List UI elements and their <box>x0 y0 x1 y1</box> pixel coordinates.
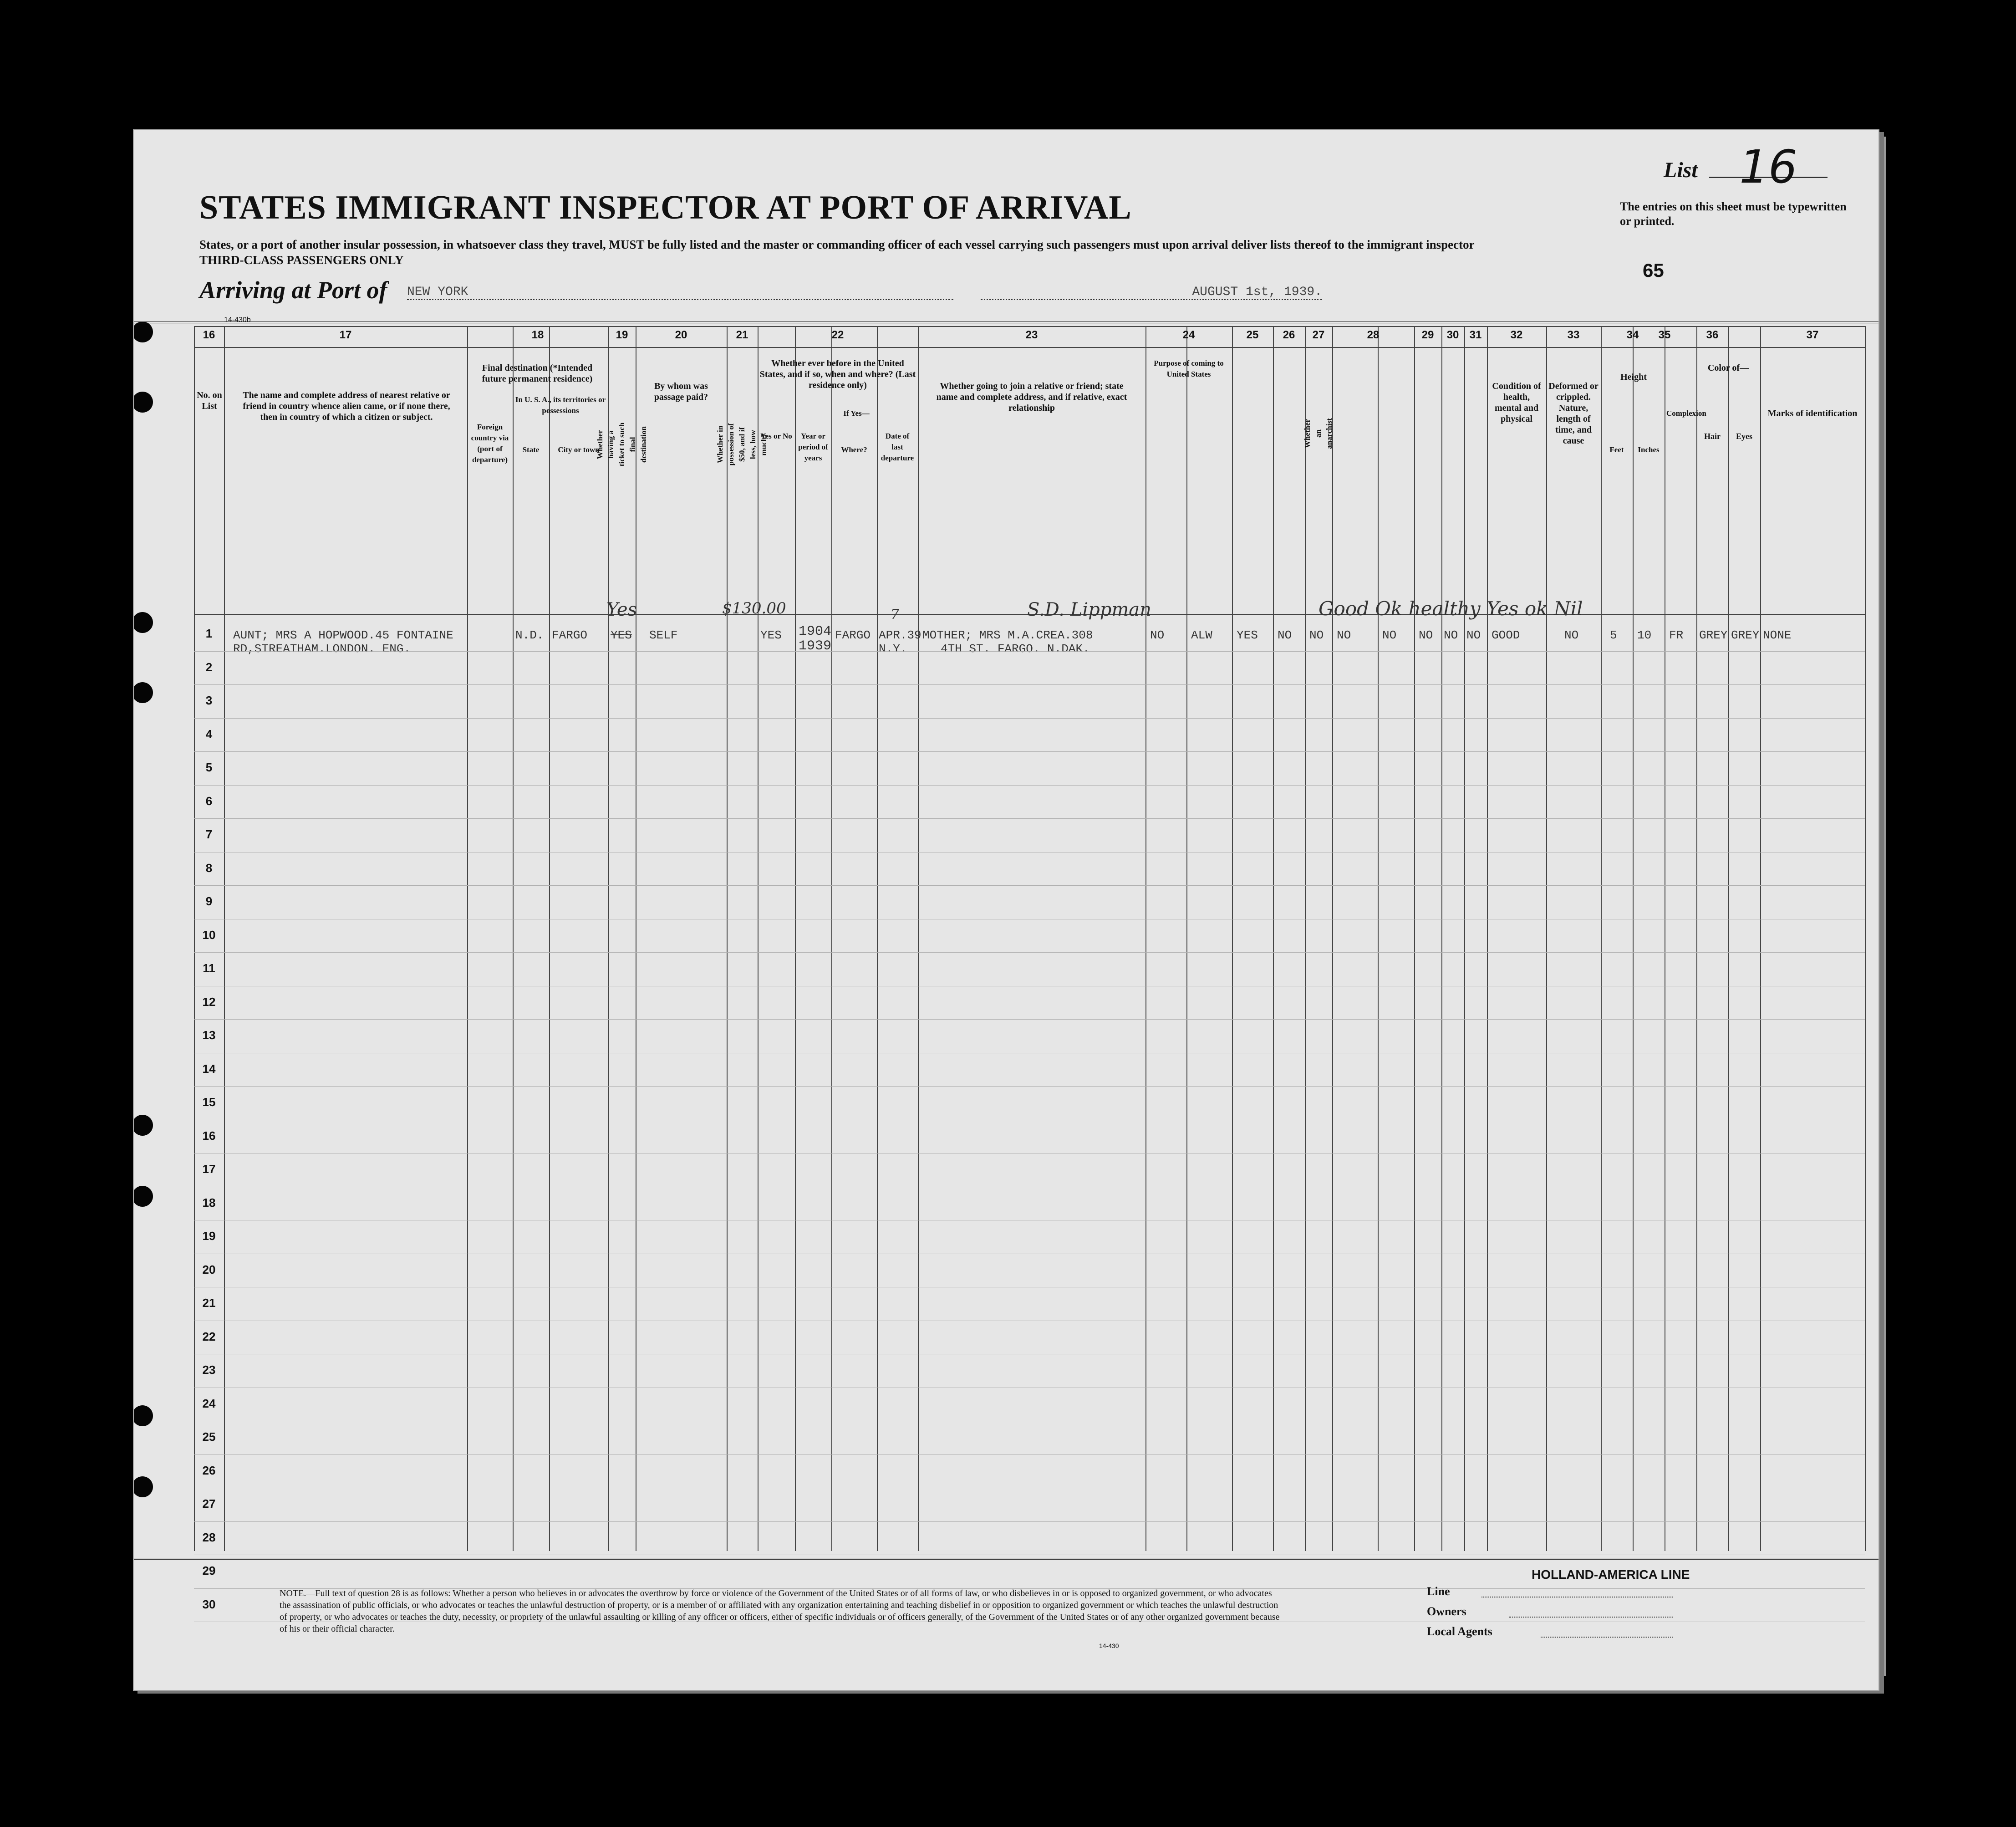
marks-cell: NONE <box>1763 628 1792 642</box>
row-rule <box>194 751 1865 752</box>
relative-address-1: AUNT; MRS A HOPWOOD.45 FONTAINE <box>233 628 453 642</box>
row-rule <box>194 885 1865 886</box>
before-yes: YES <box>760 628 782 642</box>
passage-paid: SELF <box>649 628 678 642</box>
row-number: 19 <box>202 1229 216 1243</box>
ticket-handwritten: Yes <box>606 599 637 620</box>
row-number: 13 <box>202 1028 216 1042</box>
money-handwritten: $130.00 <box>722 599 786 618</box>
col-head-relative: The name and complete address of nearest relative or friend in country whence alien came, or if none there, then in country of which a citizen or subject. <box>243 390 450 422</box>
col30: NO <box>1444 628 1458 642</box>
col-head-where: Where? <box>841 445 867 454</box>
col25: YES <box>1237 628 1258 642</box>
punch-hole <box>133 682 153 703</box>
row-rule <box>194 718 1865 719</box>
punch-hole <box>133 322 153 342</box>
arriving-label: Arriving at Port of <box>199 276 387 304</box>
col-head-eyes: Eyes <box>1736 432 1752 441</box>
line-field <box>1481 1583 1673 1597</box>
col-head-anarchist: Whether an anarchist <box>1303 418 1334 449</box>
col-head-years: Year or period of years <box>798 432 828 462</box>
col-head-if-yes: If Yes— <box>843 409 870 418</box>
relative-address-2: RD,STREATHAM.LONDON. ENG. <box>233 642 411 656</box>
dest-city: FARGO <box>552 628 588 642</box>
ticket-typed: YES <box>611 628 632 642</box>
col-head-hair: Hair <box>1704 432 1721 441</box>
col-num: 29 <box>1421 329 1434 341</box>
row-number: 30 <box>202 1597 216 1611</box>
col-head-complexion: Complexion <box>1666 409 1706 418</box>
row-number: 22 <box>202 1329 216 1343</box>
col27: NO <box>1309 628 1324 642</box>
row-number: 2 <box>205 660 213 674</box>
agents-field <box>1541 1623 1673 1638</box>
eyes-cell: GREY <box>1731 628 1760 642</box>
col-head-date: Date of last departure <box>881 432 914 462</box>
row-number: 14 <box>202 1061 216 1076</box>
col-head-height: Height <box>1620 372 1647 382</box>
owners-label: Owners <box>1427 1605 1466 1618</box>
col-num: 36 <box>1706 329 1719 341</box>
question-28-note: NOTE.—Full text of question 28 is as follows: Whether a person who believes in or advocates the overthrow by force or violence of the Government of the United States or of all forms of law, or who disbelieves in or is opposed to organized government, or who advocates the assassination of public officials, or who advocates or teaches the unlawful destruction of property, or is a member of or affiliated with any organization entertaining and teaching disbelief in or opposition to organized government or which teaches the unlawful destruction of property, or who advocates or teaches the duty, necessity, or propriety of the unlawful assaulting or killing of any officer or officers, either of specific individuals or of officers generally, of the Government of the United States or of any other organized government because of his or their official character. <box>280 1588 1280 1634</box>
col-head-usa: In U. S. A., its territories or possessions <box>515 395 606 415</box>
years-1: 1904 <box>799 624 832 639</box>
col-num: 27 <box>1312 329 1325 341</box>
punch-hole <box>133 612 153 633</box>
col-head-passage: By whom was passage paid? <box>654 381 708 402</box>
col-num: 35 <box>1658 329 1671 341</box>
row-number: 7 <box>205 827 213 841</box>
row-number: 24 <box>202 1396 216 1410</box>
agents-label: Local Agents <box>1427 1625 1492 1638</box>
col-head-yes-no: Yes or No <box>760 432 792 440</box>
manifest-sheet <box>133 129 1879 1691</box>
col-head-deformed: Deformed or crippled. Nature, length of time, and cause <box>1548 381 1599 446</box>
row-number: 28 <box>202 1530 216 1544</box>
col26: NO <box>1278 628 1292 642</box>
join-relative-1: MOTHER; MRS M.A.CREA.308 <box>922 628 1093 642</box>
col28a: NO <box>1337 628 1351 642</box>
footer-form-code: 14-430 <box>1099 1642 1119 1649</box>
health-cell: GOOD <box>1492 628 1520 642</box>
table-rule <box>194 347 1865 348</box>
col-num: 21 <box>736 329 748 341</box>
col24b: ALW <box>1191 628 1212 642</box>
port-field: NEW YORK <box>407 285 953 300</box>
height-feet: 5 <box>1610 628 1617 642</box>
col-head-before: Whether ever before in the United States, and if so, when and where? (Last residence only) <box>759 358 916 390</box>
col-head-destination: Final destination (*Intended future permanent residence) <box>482 363 593 384</box>
years-2: 1939 <box>799 638 832 654</box>
col-num: 31 <box>1469 329 1482 341</box>
row-number: 11 <box>203 961 215 975</box>
col-head-no: No. on List <box>197 390 222 411</box>
col-head-purpose: Purpose of coming to United States <box>1154 359 1224 378</box>
row-rule <box>194 684 1865 685</box>
departure-date: APR.39 <box>879 628 921 642</box>
col-num: 25 <box>1246 329 1259 341</box>
punch-hole <box>133 1115 153 1136</box>
date-field: AUGUST 1st, 1939. <box>981 285 1322 300</box>
row-rule <box>194 785 1865 786</box>
line-label: Line <box>1427 1585 1450 1598</box>
row-number: 6 <box>205 794 213 808</box>
col-num: 37 <box>1806 329 1819 341</box>
sheet-edge <box>1879 137 1886 1676</box>
col-num: 17 <box>339 329 352 341</box>
inspector-handwritten: Good Ok healthy Yes ok Nil <box>1319 597 1583 620</box>
punch-hole <box>133 1186 153 1207</box>
hair-cell: GREY <box>1699 628 1728 642</box>
row-number: 20 <box>202 1262 216 1276</box>
row-number: 26 <box>202 1463 216 1477</box>
row-number: 29 <box>202 1564 216 1577</box>
row-number: 18 <box>202 1195 216 1209</box>
row-number: 16 <box>202 1128 216 1143</box>
list-label: List <box>1664 158 1698 182</box>
col-num: 16 <box>203 329 215 341</box>
row-rule <box>194 1019 1865 1020</box>
row-rule <box>194 818 1865 819</box>
col-head-color: Color of— <box>1707 363 1749 373</box>
deformed-cell: NO <box>1564 628 1579 642</box>
owners-field <box>1509 1603 1673 1618</box>
complexion-cell: FR <box>1669 628 1684 642</box>
date-handwritten: 7 <box>891 607 900 623</box>
row-rule <box>194 651 1865 652</box>
row-number: 12 <box>202 995 216 1009</box>
row-number: 3 <box>205 694 213 707</box>
row-rule <box>194 1521 1865 1522</box>
row-rule <box>194 1454 1865 1455</box>
header-rule <box>134 322 1879 323</box>
list-note: The entries on this sheet must be typewritten or printed. <box>1620 200 1847 228</box>
col-head-health: Condition of health, mental and physical <box>1492 381 1541 424</box>
col-head-city: City or town <box>558 445 600 454</box>
row-number: 21 <box>202 1296 216 1310</box>
col-num: 22 <box>831 329 844 341</box>
punch-hole <box>133 1476 153 1497</box>
col-head-money: Whether in possession of $50, and if less, how much? <box>716 423 768 466</box>
row-number: 17 <box>202 1162 216 1176</box>
departure-port: N.Y. <box>879 642 907 656</box>
table-rule <box>194 326 1865 327</box>
col-head-marks: Marks of identification <box>1767 408 1858 418</box>
line-stamp: HOLLAND-AMERICA LINE <box>1532 1567 1690 1582</box>
footer-rule <box>134 1558 1879 1560</box>
join-handwritten: S.D. Lippman <box>1027 599 1151 620</box>
col-num: 26 <box>1283 329 1295 341</box>
col-num: 28 <box>1367 329 1380 341</box>
row-number: 1 <box>205 627 213 640</box>
row-number: 23 <box>202 1363 216 1377</box>
col-num: 24 <box>1182 329 1195 341</box>
row-number: 8 <box>205 861 213 875</box>
row-number: 10 <box>202 928 216 942</box>
col-num: 33 <box>1567 329 1580 341</box>
col-num: 23 <box>1025 329 1038 341</box>
col-head-inches: Inches <box>1638 445 1660 454</box>
row-number: 9 <box>205 894 213 908</box>
page-title: STATES IMMIGRANT INSPECTOR AT PORT OF ARRIVAL <box>199 189 1132 226</box>
col-head-feet: Feet <box>1609 445 1624 454</box>
col24a: NO <box>1150 628 1165 642</box>
col28b: NO <box>1382 628 1397 642</box>
row-number: 15 <box>202 1095 216 1109</box>
dest-state: N.D. <box>515 628 544 642</box>
col-num: 20 <box>675 329 687 341</box>
form-code: 14-430b <box>224 316 251 324</box>
row-rule <box>194 1086 1865 1087</box>
list-number: 16 <box>1709 140 1828 178</box>
col-head-foreign: Foreign country via (port of departure) <box>471 423 509 464</box>
row-number: 25 <box>202 1430 216 1444</box>
row-number: 5 <box>205 760 213 774</box>
col-num: 18 <box>531 329 544 341</box>
col-num: 19 <box>616 329 628 341</box>
join-relative-2: 4TH ST. FARGO. N.DAK. <box>941 642 1090 656</box>
instructions-text: States, or a port of another insular possession, in whatsoever class they travel, MUST be fully listed and the master or commanding officer of each vessel carrying such passengers must upon arrival deliver lists thereof to the immigrant inspector <box>199 238 1475 251</box>
class-line: THIRD-CLASS PASSENGERS ONLY <box>199 253 404 267</box>
col-head-state: State <box>522 445 540 454</box>
row-number: 4 <box>205 727 213 741</box>
col31: NO <box>1466 628 1481 642</box>
where-before: FARGO <box>835 628 871 642</box>
row-number: 27 <box>202 1497 216 1511</box>
col-head-join: Whether going to join a relative or friend; state name and complete address, and if relative, exact relationship <box>936 381 1127 413</box>
col-num: 34 <box>1626 329 1639 341</box>
row-rule <box>194 952 1865 953</box>
col-num: 30 <box>1446 329 1459 341</box>
col-num: 32 <box>1510 329 1523 341</box>
col29: NO <box>1419 628 1433 642</box>
punch-hole <box>133 1405 153 1426</box>
sheet-number: 65 <box>1643 260 1664 281</box>
col-head-ticket: Whether having a ticket to such final destination <box>596 422 648 467</box>
punch-hole <box>133 392 153 413</box>
height-inches: 10 <box>1637 628 1652 642</box>
